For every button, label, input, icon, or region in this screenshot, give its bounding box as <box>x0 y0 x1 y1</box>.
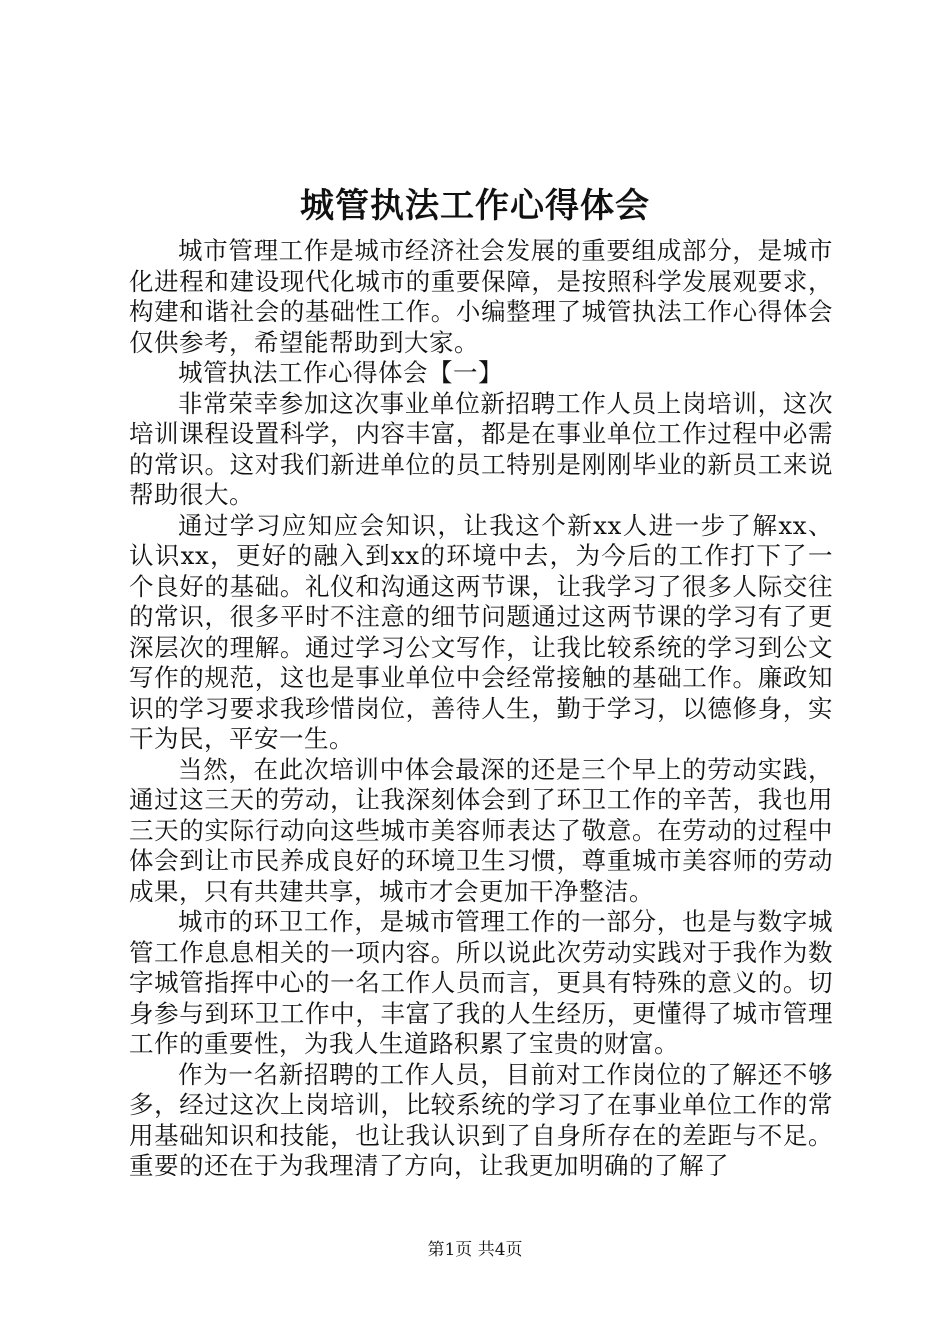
intro-paragraph: 城市管理工作是城市经济社会发展的重要组成部分，是城市化进程和建设现代化城市的重要保障，是按照科学发展观要求，构建和谐社会的基础性工作。小编整理了城管执法工作心得体会仅供参考，希望能帮助到大家。 <box>129 236 833 357</box>
document-body <box>129 236 833 1182</box>
body-paragraph-2: 通过学习应知应会知识，让我这个新xx人进一步了解xx、认识xx，更好的融入到xx的环境中去，为今后的工作打下了一个良好的基础。礼仪和沟通这两节课，让我学习了很多人际交往的常识，很多平时不注意的细节问题通过这两节课的学习有了更深层次的理解。通过学习公文写作，让我比较系统的学习到公文写作的规范，这也是事业单位中会经常接触的基础工作。廉政知识的学习要求我珍惜岗位，善待人生，勤于学习，以德修身，实干为民，平安一生。 <box>129 510 833 753</box>
section-heading: 城管执法工作心得体会【一】 <box>178 358 503 387</box>
body-paragraph-1: 非常荣幸参加这次事业单位新招聘工作人员上岗培训，这次培训课程设置科学，内容丰富，都是在事业单位工作过程中必需的常识。这对我们新进单位的员工特别是刚刚毕业的新员工来说帮助很大。 <box>129 388 833 509</box>
body-paragraph-4: 城市的环卫工作，是城市管理工作的一部分，也是与数字城管工作息息相关的一项内容。所以说此次劳动实践对于我作为数字城管指挥中心的一名工作人员而言，更具有特殊的意义的。切身参与到环卫工作中，丰富了我的人生经历，更懂得了城市管理工作的重要性，为我人生道路积累了宝贵的财富。 <box>129 907 833 1058</box>
page-footer: 第1页 共4页 <box>427 1240 523 1260</box>
document-title: 城管执法工作心得体会 <box>300 186 650 226</box>
body-paragraph-5: 作为一名新招聘的工作人员，目前对工作岗位的了解还不够多，经过这次上岗培训，比较系统的学习了在事业单位工作的常用基础知识和技能，也让我认识到了自身所存在的差距与不足。重要的还在于为我理清了方向，让我更加明确的了解了 <box>129 1059 833 1180</box>
body-paragraph-3: 当然，在此次培训中体会最深的还是三个早上的劳动实践，通过这三天的劳动，让我深刻体会到了环卫工作的辛苦，我也用三天的实际行动向这些城市美容师表达了敬意。在劳动的过程中体会到让市民养成良好的环境卫生习惯，尊重城市美容师的劳动成果，只有共建共享，城市才会更加干净整洁。 <box>129 754 833 906</box>
